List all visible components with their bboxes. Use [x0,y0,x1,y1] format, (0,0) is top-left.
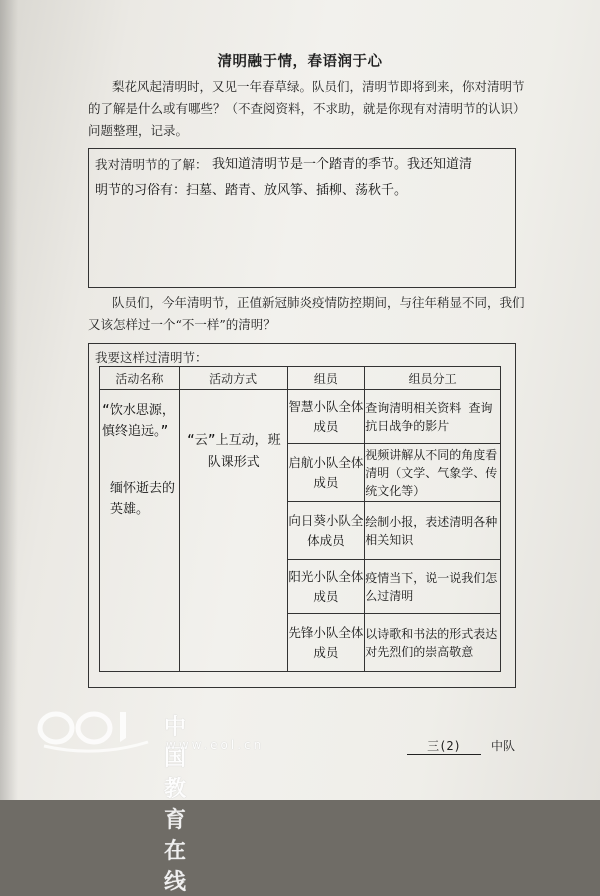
intro-paragraph: 梨花风起清明时，又见一年春草绿。队员们，清明节即将到来，你对清明节的了解是什么或有哪些？（不查阅资料，不求助，就是你现有对清明节的认识）问题整理，记录。 [88,79,526,138]
header-division: 组员分工 [365,367,501,390]
answer-line-1: 我知道清明节是一个踏青的季节。我还知道清 [212,157,473,172]
table-header-row [100,367,501,390]
activity-name-cell [100,390,180,672]
activity-name-line-2: 缅怀逝去的英雄。 [110,481,176,517]
eol-logo-icon [36,706,156,756]
page-title: 清明融于情，春语润于心 [217,53,383,70]
class-field: 三(2) [407,737,481,755]
knowledge-label [95,155,208,173]
header-members: 组员 [287,367,365,390]
plan-box [88,343,516,688]
page-shadow [0,0,18,800]
group-task: 绘制小报，表述清明各种相关知识 [365,502,501,560]
group-member: 智慧小队全体成员 [287,390,365,444]
knowledge-box [88,148,516,288]
unit-label: 中队 [491,739,516,753]
header-activity-name: 活动名称 [100,367,180,390]
activity-name-line-1: “饮水思源，慎终追远。” [102,403,175,439]
activity-method-cell [179,390,287,672]
table-row [100,390,501,444]
plan-table [99,366,501,672]
knowledge-label-text: 我对清明节的了解： [95,157,208,172]
group-task: 疫情当下，说一说我们怎么过清明 [365,560,501,614]
group-member: 阳光小队全体成员 [287,560,365,614]
watermark-name: 中国教育在线 [164,715,189,895]
header-activity-method: 活动方式 [179,367,287,390]
group-task: 视频讲解从不同的角度看清明（文学、气象学、传统文化等） [365,444,501,502]
activity-method-text: “云”上互动，班队课形式 [186,433,281,470]
transition-paragraph: 队员们，今年清明节，正值新冠肺炎疫情防控期间，与往年稍显不同，我们又该怎样过一个“不一样”的清明？ [88,295,525,332]
group-member: 向日葵小队全体成员 [287,502,365,560]
group-task: 查询清明相关资料 查询抗日战争的影片 [365,390,501,444]
plan-label: 我要这样过清明节： [95,350,208,365]
answer-line-2: 明节的习俗有：扫墓、踏青、放风筝、插柳、荡秋千。 [95,183,408,198]
watermark-url: www.eol.cn [166,738,265,752]
group-task: 以诗歌和书法的形式表达对先烈们的崇高敬意 [365,614,501,672]
group-member: 启航小队全体成员 [287,444,365,502]
group-member: 先锋小队全体成员 [287,614,365,672]
eol-watermark [36,706,265,895]
